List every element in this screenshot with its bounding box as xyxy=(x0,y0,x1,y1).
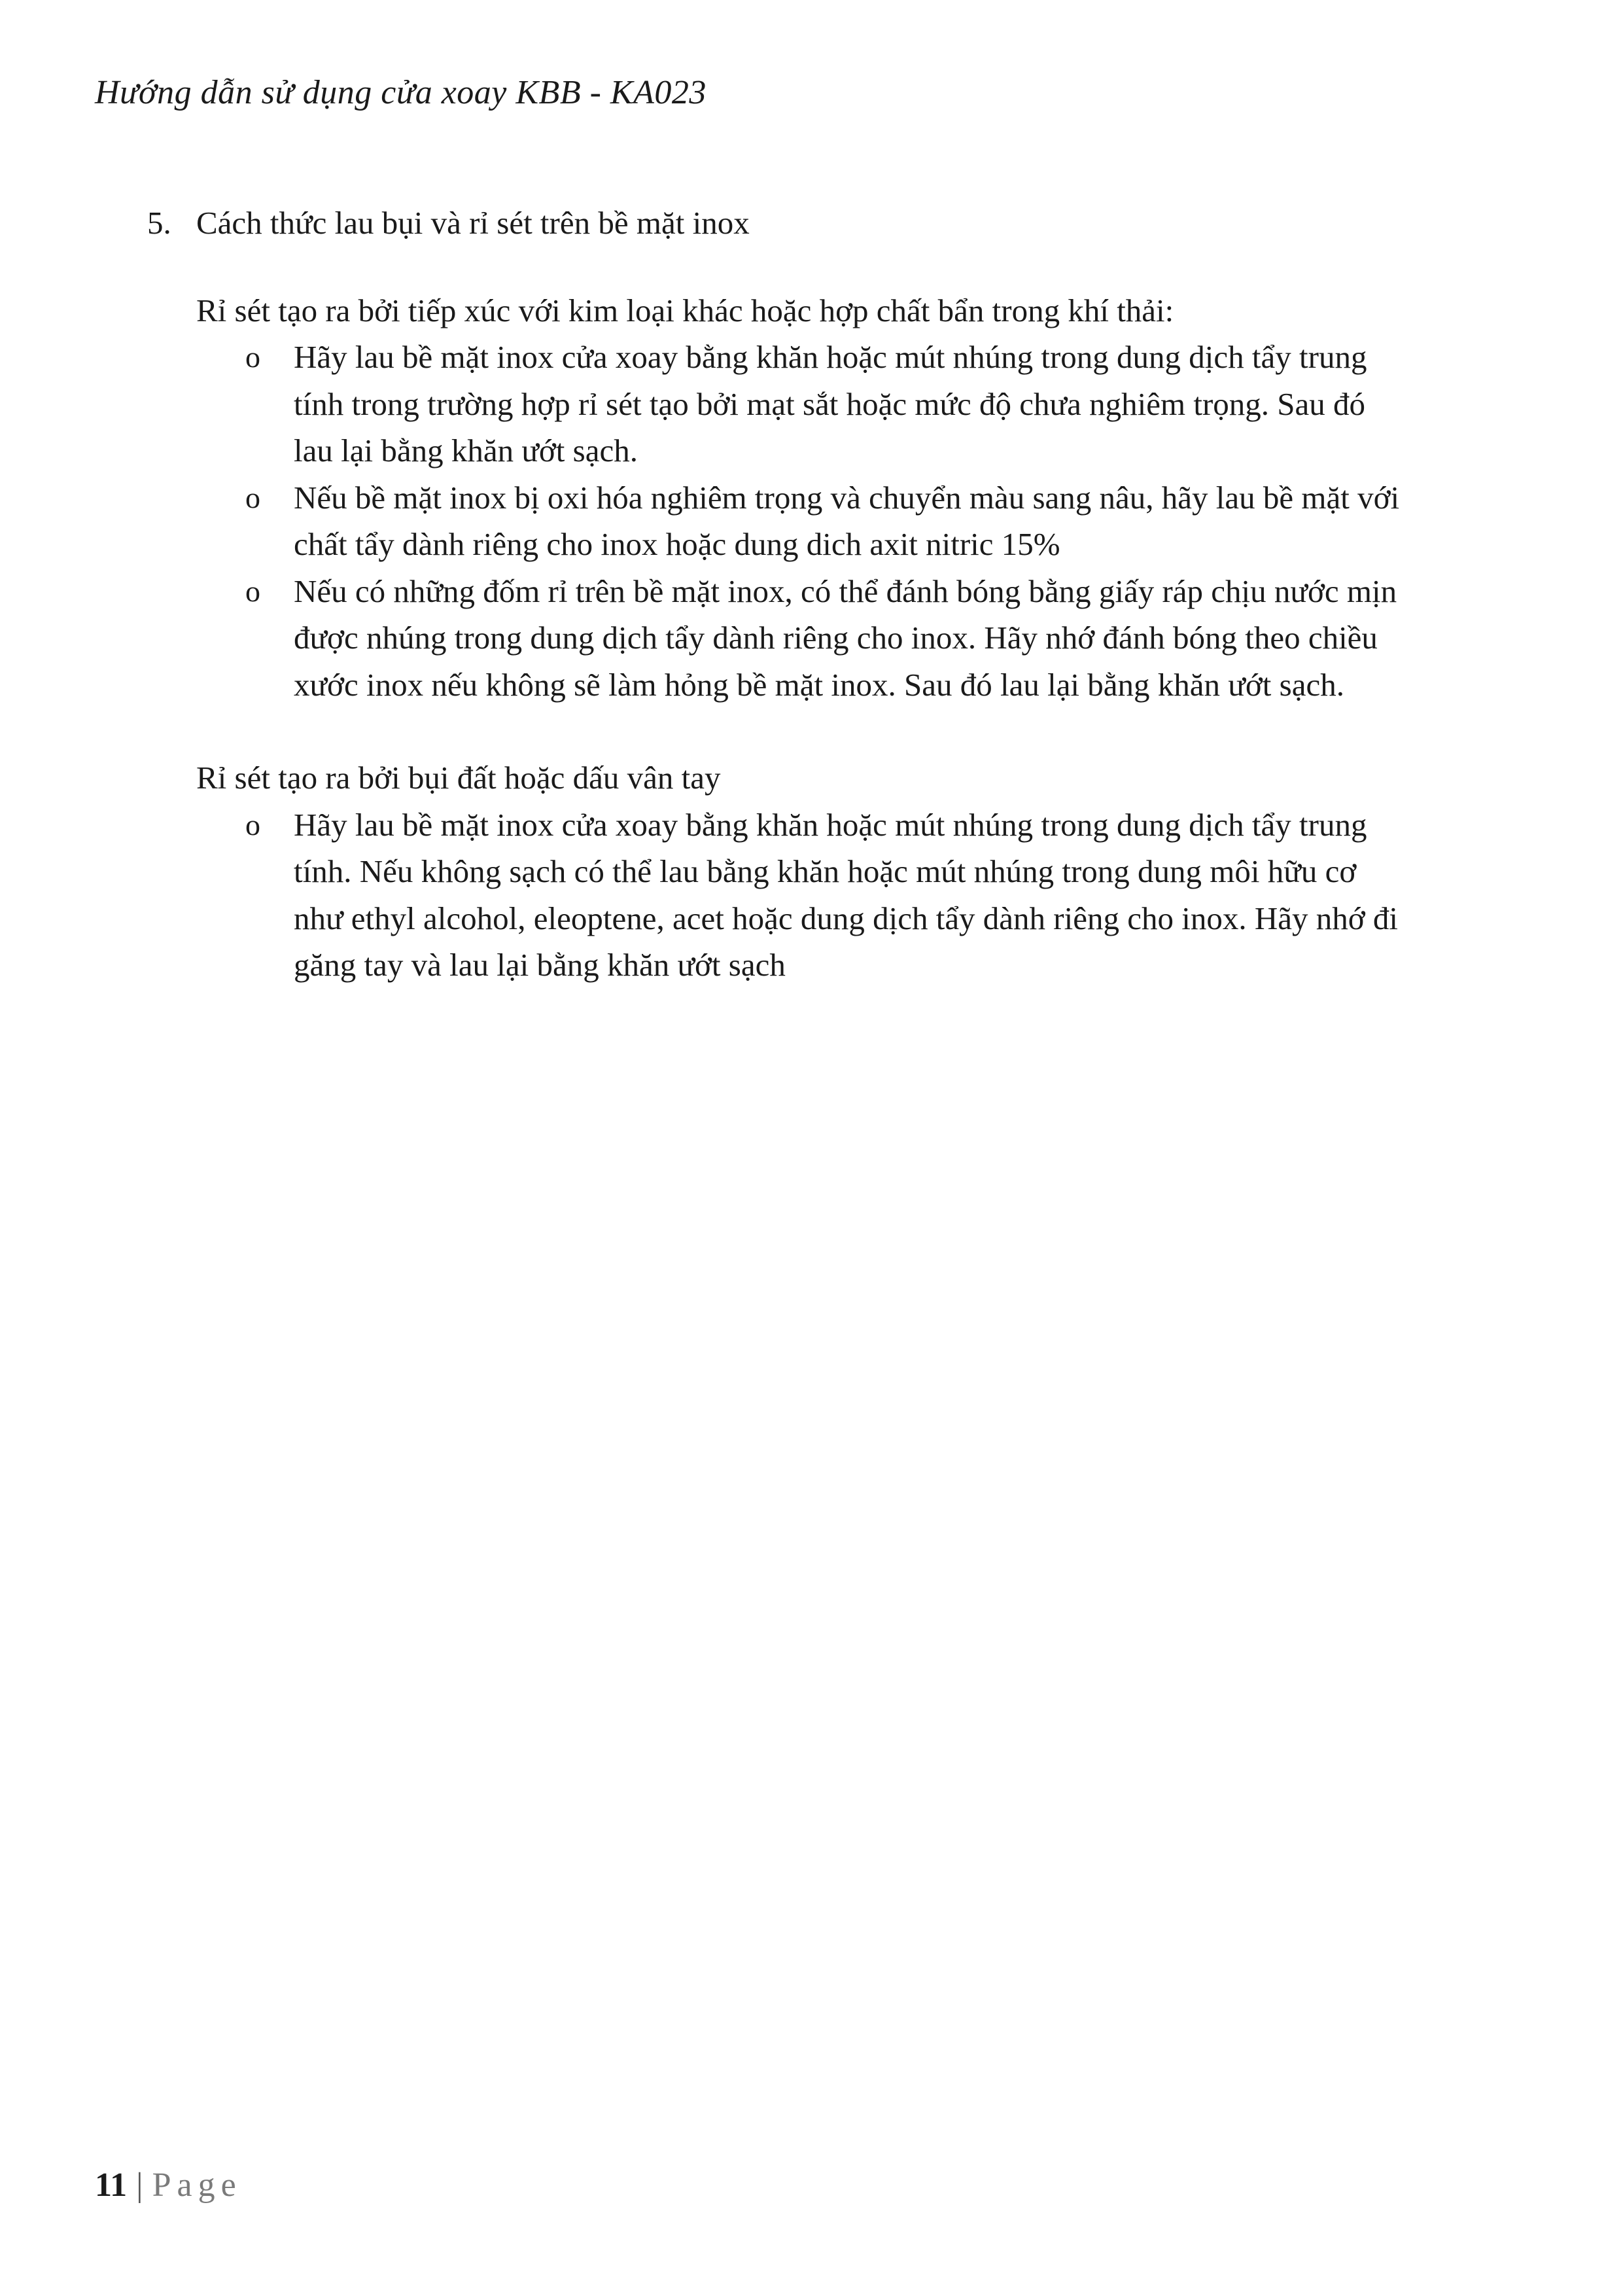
page-number: 11 xyxy=(95,2166,128,2204)
section-5 xyxy=(147,200,1547,989)
document-title: Hướng dẫn sử dụng cửa xoay KBB - KA023 xyxy=(95,74,707,111)
bullet-marker: o xyxy=(245,340,260,374)
list-item-line: găng tay và lau lại bằng khăn ướt sạch xyxy=(294,947,786,983)
list-item-line: xước inox nếu không sẽ làm hỏng bề mặt inox. Sau đó lau lại bằng khăn ướt sạch. xyxy=(294,666,1344,703)
list-item-line: lau lại bằng khăn ướt sạch. xyxy=(294,433,638,468)
list-item-line: Nếu bề mặt inox bị oxi hóa nghiêm trọng và chuyển màu sang nâu, hãy lau bề mặt với xyxy=(294,479,1400,516)
list-item xyxy=(196,334,1547,474)
list-item xyxy=(196,568,1547,709)
section-number: 5. xyxy=(147,205,171,241)
list-item-line: Hãy lau bề mặt inox cửa xoay bằng khăn hoặc mút nhúng trong dung dịch tẩy trung xyxy=(294,339,1367,375)
list-item-line: Nếu có những đốm rỉ trên bề mặt inox, có thể đánh bóng bằng giấy ráp chịu nước mịn xyxy=(294,573,1397,609)
page-header xyxy=(95,73,707,112)
list-item-line: được nhúng trong dung dịch tẩy dành riêng cho inox. Hãy nhớ đánh bóng theo chiều xyxy=(294,620,1378,656)
footer-page-label: Page xyxy=(152,2166,242,2204)
bullet-list xyxy=(196,802,1547,989)
bullet-list xyxy=(196,334,1547,708)
list-item-line: tính. Nếu không sạch có thể lau bằng khăn hoặc mút nhúng trong dung môi hữu cơ xyxy=(294,853,1357,889)
list-item-line: như ethyl alcohol, eleoptene, acet hoặc dung dịch tẩy dành riêng cho inox. Hãy nhớ đi xyxy=(294,900,1399,936)
subsection-title: Rỉ sét tạo ra bởi tiếp xúc với kim loại khác hoặc hợp chất bẩn trong khí thải: xyxy=(196,292,1174,328)
bullet-marker: o xyxy=(245,480,260,514)
bullet-marker: o xyxy=(245,574,260,608)
list-item xyxy=(196,474,1547,568)
section-title: Cách thức lau bụi và rỉ sét trên bề mặt inox xyxy=(196,205,750,241)
footer-separator: | xyxy=(136,2166,143,2204)
page-footer xyxy=(95,2166,242,2204)
list-item-line: chất tẩy dành riêng cho inox hoặc dung dich axit nitric 15% xyxy=(294,526,1060,562)
subsection-dust-fingerprints xyxy=(196,754,1547,989)
bullet-marker: o xyxy=(245,807,260,841)
list-item-line: tính trong trường hợp rỉ sét tạo bởi mạt sắt hoặc mức độ chưa nghiêm trọng. Sau đó xyxy=(294,385,1366,422)
list-item-line: Hãy lau bề mặt inox cửa xoay bằng khăn hoặc mút nhúng trong dung dịch tẩy trung xyxy=(294,806,1367,843)
section-heading xyxy=(147,200,1547,247)
subsection-metal-contact xyxy=(196,287,1547,709)
list-item xyxy=(196,802,1547,989)
subsection-title: Rỉ sét tạo ra bởi bụi đất hoặc dấu vân tay xyxy=(196,760,721,796)
